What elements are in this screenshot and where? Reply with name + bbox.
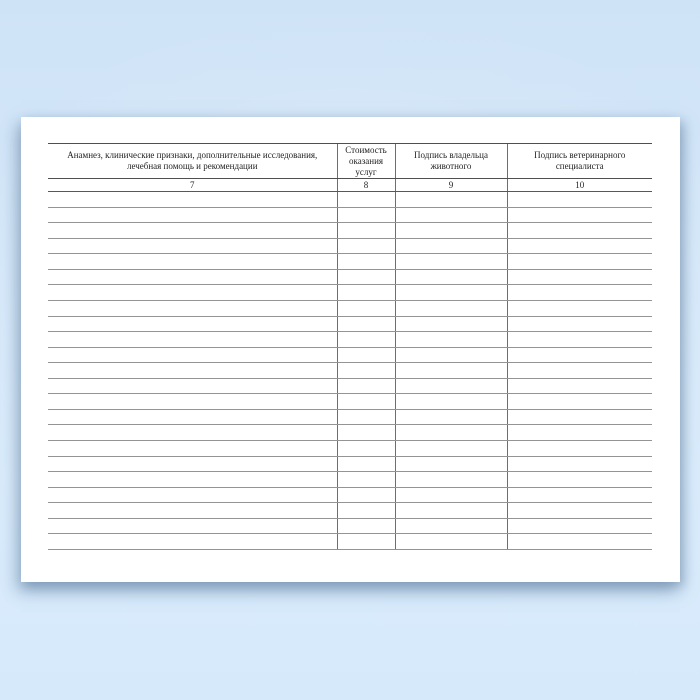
column-header-service-cost: Стоимость оказания услуг (337, 144, 395, 179)
empty-cell (48, 316, 337, 332)
column-number: 9 (395, 179, 507, 192)
empty-cell (395, 254, 507, 270)
column-number: 7 (48, 179, 337, 192)
table-row (48, 316, 652, 332)
empty-cell (337, 472, 395, 488)
empty-cell (395, 394, 507, 410)
table-row (48, 456, 652, 472)
empty-cell (507, 300, 652, 316)
empty-cell (395, 332, 507, 348)
empty-cell (507, 425, 652, 441)
empty-cell (337, 207, 395, 223)
empty-cell (337, 456, 395, 472)
empty-cell (48, 363, 337, 379)
empty-cell (48, 487, 337, 503)
table-row (48, 425, 652, 441)
table-header-row (48, 144, 652, 179)
empty-cell (337, 487, 395, 503)
empty-cell (48, 394, 337, 410)
table-row (48, 503, 652, 519)
empty-cell (507, 207, 652, 223)
empty-cell (337, 409, 395, 425)
empty-cell (337, 300, 395, 316)
table-row (48, 285, 652, 301)
table-row (48, 363, 652, 379)
empty-cell (507, 238, 652, 254)
empty-cell (48, 254, 337, 270)
column-header-owner-signature: Подпись владельца животного (395, 144, 507, 179)
empty-cell (337, 347, 395, 363)
empty-cell (48, 285, 337, 301)
empty-cell (507, 347, 652, 363)
empty-cell (507, 223, 652, 239)
empty-cell (48, 332, 337, 348)
column-number: 10 (507, 179, 652, 192)
empty-cell (395, 472, 507, 488)
empty-cell (337, 503, 395, 519)
column-header-vet-signature: Подпись ветеринарного специалиста (507, 144, 652, 179)
empty-cell (395, 441, 507, 457)
empty-cell (48, 534, 337, 550)
empty-cell (395, 534, 507, 550)
table-row (48, 378, 652, 394)
empty-cell (395, 503, 507, 519)
empty-cell (48, 347, 337, 363)
empty-cell (395, 300, 507, 316)
table-row (48, 207, 652, 223)
table-row (48, 192, 652, 208)
empty-cell (48, 456, 337, 472)
empty-cell (395, 409, 507, 425)
empty-cell (48, 503, 337, 519)
column-header-anamnesis: Анамнез, клинические признаки, дополнительные исследования, лечебная помощь и рекомендации (48, 144, 337, 179)
empty-cell (507, 192, 652, 208)
empty-cell (337, 285, 395, 301)
empty-cell (337, 378, 395, 394)
empty-cell (395, 269, 507, 285)
empty-cell (395, 456, 507, 472)
empty-cell (48, 472, 337, 488)
empty-cell (395, 285, 507, 301)
table-row (48, 518, 652, 534)
empty-cell (395, 192, 507, 208)
table-row (48, 409, 652, 425)
empty-cell (48, 269, 337, 285)
empty-cell (48, 409, 337, 425)
table-row (48, 394, 652, 410)
ledger-body (48, 192, 652, 550)
table-row (48, 472, 652, 488)
column-number: 8 (337, 179, 395, 192)
empty-cell (507, 456, 652, 472)
empty-cell (48, 425, 337, 441)
empty-cell (507, 518, 652, 534)
empty-cell (507, 472, 652, 488)
table-row (48, 347, 652, 363)
empty-cell (337, 192, 395, 208)
empty-cell (337, 534, 395, 550)
table-row (48, 238, 652, 254)
empty-cell (395, 316, 507, 332)
empty-cell (395, 378, 507, 394)
empty-cell (507, 254, 652, 270)
empty-cell (507, 285, 652, 301)
empty-cell (337, 394, 395, 410)
empty-cell (337, 269, 395, 285)
empty-cell (507, 363, 652, 379)
empty-cell (507, 409, 652, 425)
empty-cell (48, 238, 337, 254)
journal-page (21, 117, 680, 582)
table-row (48, 254, 652, 270)
empty-cell (48, 300, 337, 316)
ledger-header (48, 144, 652, 192)
column-number-row (48, 179, 652, 192)
empty-cell (48, 223, 337, 239)
empty-cell (507, 534, 652, 550)
empty-cell (48, 192, 337, 208)
ledger-table (48, 143, 652, 550)
empty-cell (507, 441, 652, 457)
empty-cell (395, 487, 507, 503)
empty-cell (337, 238, 395, 254)
empty-cell (48, 518, 337, 534)
empty-cell (507, 394, 652, 410)
table-row (48, 441, 652, 457)
empty-cell (507, 487, 652, 503)
empty-cell (395, 425, 507, 441)
empty-cell (337, 425, 395, 441)
empty-cell (395, 518, 507, 534)
empty-cell (337, 254, 395, 270)
empty-cell (395, 347, 507, 363)
table-row (48, 332, 652, 348)
empty-cell (507, 332, 652, 348)
empty-cell (507, 316, 652, 332)
empty-cell (395, 223, 507, 239)
empty-cell (337, 332, 395, 348)
table-row (48, 300, 652, 316)
empty-cell (337, 518, 395, 534)
empty-cell (507, 503, 652, 519)
empty-cell (395, 207, 507, 223)
empty-cell (507, 269, 652, 285)
empty-cell (507, 378, 652, 394)
empty-cell (395, 363, 507, 379)
empty-cell (48, 441, 337, 457)
table-row (48, 269, 652, 285)
empty-cell (48, 378, 337, 394)
table-row (48, 534, 652, 550)
empty-cell (337, 223, 395, 239)
empty-cell (395, 238, 507, 254)
empty-cell (337, 441, 395, 457)
empty-cell (337, 316, 395, 332)
empty-cell (48, 207, 337, 223)
empty-cell (337, 363, 395, 379)
table-row (48, 487, 652, 503)
table-row (48, 223, 652, 239)
